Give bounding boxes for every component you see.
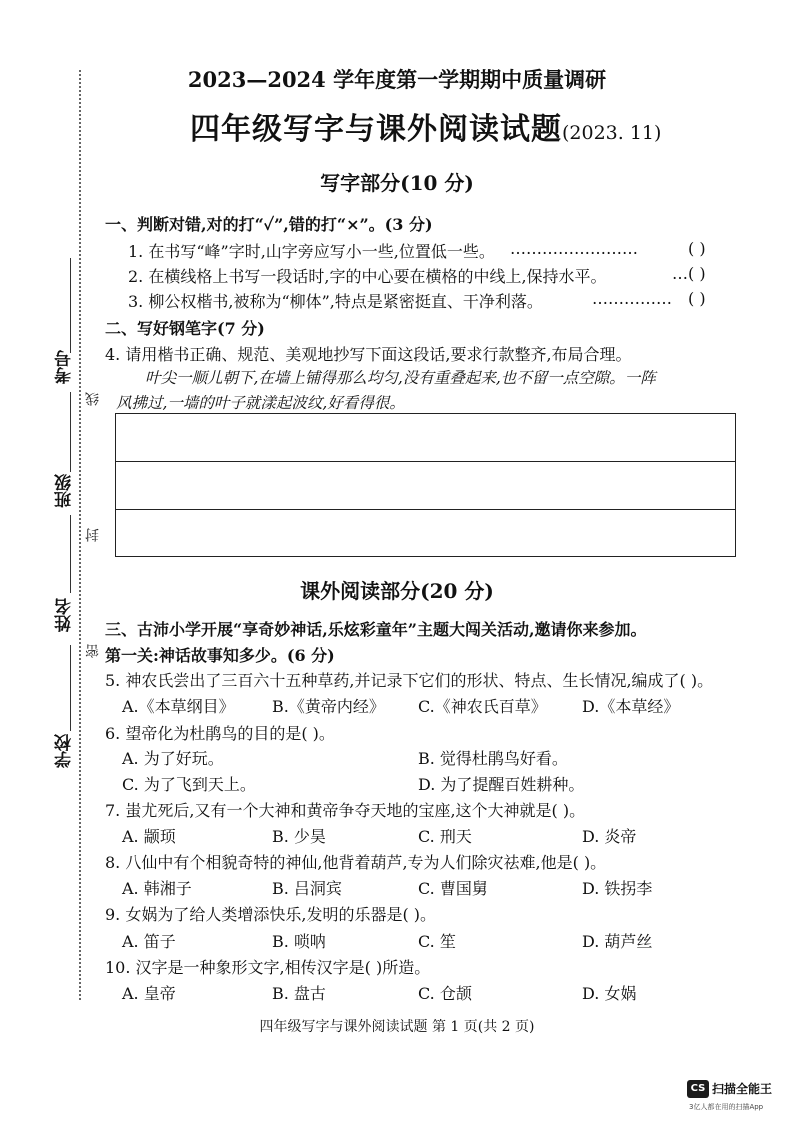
q6-option-d[interactable]: D. 为了提醒百姓耕种。 (418, 775, 585, 794)
school-blank (70, 645, 71, 731)
q6-option-b[interactable]: B. 觉得杜鹃鸟好看。 (418, 749, 568, 768)
q8-option-b[interactable]: B. 吕洞宾 (272, 879, 342, 898)
handwriting-line-2 (116, 509, 735, 510)
handwriting-line-1 (116, 461, 735, 462)
q9-option-b[interactable]: B. 唢呐 (272, 932, 326, 951)
question-7: 7. 蚩尤死后,又有一个大神和黄帝争夺天地的宝座,这个大神就是( )。 (105, 801, 586, 820)
judge-item-2-answer[interactable]: ( ) (688, 264, 706, 283)
q5-option-a[interactable]: A.《本草纲目》 (122, 697, 235, 716)
q5-option-b[interactable]: B.《黄帝内经》 (272, 697, 385, 716)
reading-section-title: 课外阅读部分(20 分) (300, 579, 494, 603)
q10-option-b[interactable]: B. 盘古 (272, 984, 326, 1003)
level1-heading: 第一关:神话故事知多少。(6 分) (105, 646, 335, 665)
exam-title-text: 四年级写字与课外阅读试题 (190, 112, 562, 147)
q6-option-a[interactable]: A. 为了好玩。 (122, 749, 224, 768)
copy-passage-line-1: 叶尖一顺儿朝下,在墙上铺得那么均匀,没有重叠起来,也不留一点空隙。一阵 (145, 369, 656, 387)
watermark-app-name: 扫描全能王 (712, 1082, 773, 1096)
camscanner-logo-icon: CS (687, 1080, 709, 1098)
q9-option-a[interactable]: A. 笛子 (122, 932, 176, 951)
judge-item-3-dots: …………… (592, 289, 672, 308)
q7-option-c[interactable]: C. 刑天 (418, 827, 472, 846)
part3-heading: 三、古沛小学开展“享奇妙神话,乐炫彩童年”主题大闯关活动,邀请你来参加。 (105, 620, 647, 639)
judge-item-1: 1. 在书写“峰”字时,山字旁应写小一些,位置低一些。 (128, 242, 495, 261)
question-4: 4. 请用楷书正确、规范、美观地抄写下面这段话,要求行款整齐,布局合理。 (105, 345, 632, 364)
name-label: 姓名 (55, 598, 75, 632)
q5-option-c[interactable]: C.《神农氏百草》 (418, 697, 547, 716)
judge-item-1-answer[interactable]: ( ) (688, 239, 706, 258)
q8-option-a[interactable]: A. 韩湘子 (122, 879, 192, 898)
page-footer: 四年级写字与课外阅读试题 第 1 页(共 2 页) (259, 1019, 535, 1035)
judge-item-1-dots: …………………… (510, 239, 638, 258)
q10-option-d[interactable]: D. 女娲 (582, 984, 637, 1003)
q6-option-c[interactable]: C. 为了飞到天上。 (122, 775, 256, 794)
judge-item-2: 2. 在横线格上书写一段话时,字的中心要在横格的中线上,保持水平。 (128, 267, 607, 286)
writing-section-title: 写字部分(10 分) (320, 171, 474, 195)
q7-option-d[interactable]: D. 炎帝 (582, 827, 637, 846)
q8-option-c[interactable]: C. 曹国舅 (418, 879, 488, 898)
handwriting-box[interactable] (115, 413, 736, 557)
question-6: 6. 望帝化为杜鹃鸟的目的是( )。 (105, 724, 335, 743)
q9-option-d[interactable]: D. 葫芦丝 (582, 932, 653, 951)
q8-option-d[interactable]: D. 铁拐李 (582, 879, 653, 898)
judge-item-3-answer[interactable]: ( ) (688, 289, 706, 308)
question-10: 10. 汉字是一种象形文字,相传汉字是( )所造。 (105, 958, 431, 977)
seal-mark-seal: 封 (85, 528, 101, 542)
q7-option-a[interactable]: A. 颛顼 (122, 827, 176, 846)
question-5: 5. 神农氏尝出了三百六十五种草药,并记录下它们的形状、特点、生长情况,编成了( )。 (105, 671, 714, 690)
q10-option-a[interactable]: A. 皇帝 (122, 984, 176, 1003)
seal-mark-line: 线 (85, 392, 101, 406)
q5-option-d[interactable]: D.《本草经》 (582, 697, 680, 716)
copy-passage-line-2: 风拂过,一墙的叶子就漾起波纹,好看得很。 (116, 394, 405, 412)
q10-option-c[interactable]: C. 仓颉 (418, 984, 472, 1003)
part2-heading: 二、写好钢笔字(7 分) (105, 319, 265, 338)
part1-heading: 一、判断对错,对的打“✓”,错的打“×”。(3 分) (105, 215, 433, 234)
school-label: 学校 (55, 734, 75, 768)
exam-number-blank (70, 258, 71, 353)
exam-title (190, 104, 661, 148)
q7-option-b[interactable]: B. 少昊 (272, 827, 326, 846)
q9-option-c[interactable]: C. 笙 (418, 932, 456, 951)
exam-number-label: 考号 (55, 350, 75, 384)
judge-item-3: 3. 柳公权楷书,被称为“柳体”,特点是紧密挺直、干净利落。 (128, 292, 543, 311)
watermark-tagline: 3亿人都在用的扫描App (689, 1103, 764, 1111)
seal-mark-secret: 密 (85, 644, 101, 658)
judge-item-2-dots: … (672, 264, 688, 283)
term-heading: 2023—2024 学年度第一学期期中质量调研 (187, 67, 607, 92)
question-9: 9. 女娲为了给人类增添快乐,发明的乐器是( )。 (105, 905, 437, 924)
binding-dotted-line (79, 70, 81, 1000)
question-8: 8. 八仙中有个相貌奇特的神仙,他背着葫芦,专为人们除灾祛难,他是( )。 (105, 853, 607, 872)
class-blank (70, 392, 71, 472)
exam-date: (2023. 11) (562, 122, 662, 144)
class-label: 班级 (55, 474, 75, 508)
